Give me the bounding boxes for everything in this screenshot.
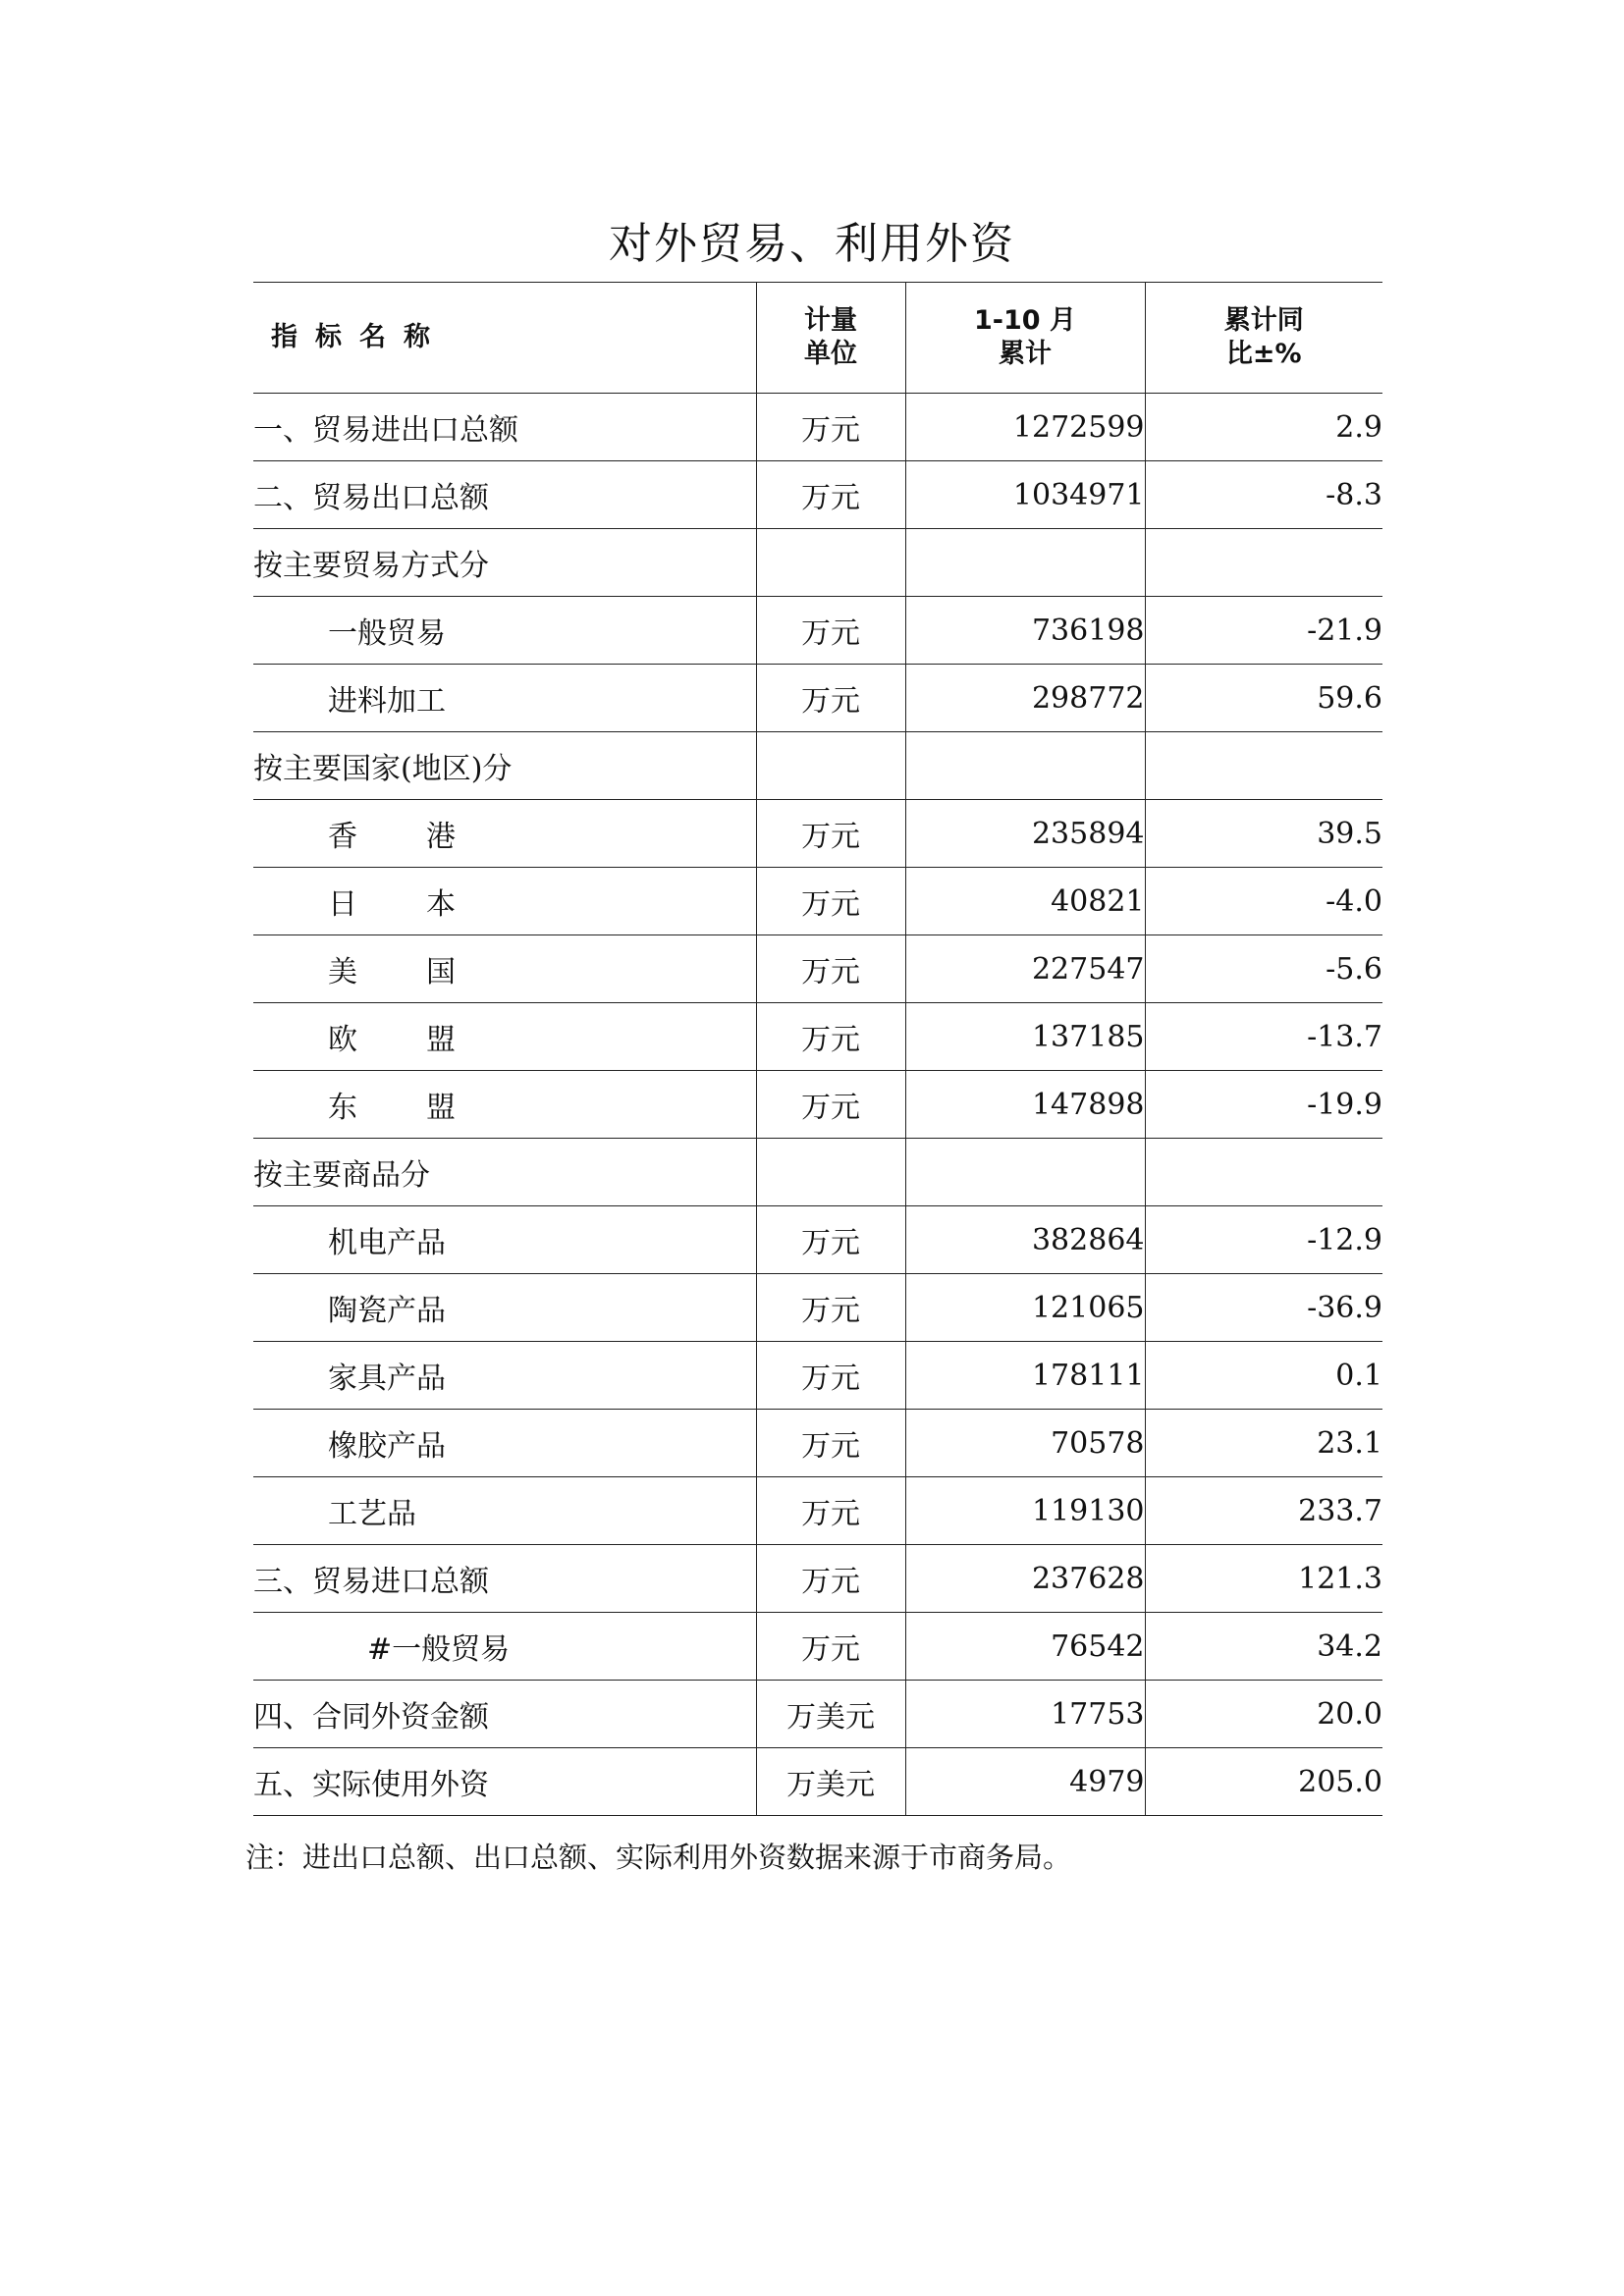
row-change: 233.7 bbox=[1145, 1477, 1382, 1545]
row-unit: 万元 bbox=[756, 461, 905, 529]
row-value: 1034971 bbox=[905, 461, 1145, 529]
row-name-part: 港 bbox=[426, 820, 456, 854]
row-value: 736198 bbox=[905, 597, 1145, 665]
row-name: 橡胶产品 bbox=[253, 1410, 756, 1477]
row-value: 237628 bbox=[905, 1545, 1145, 1613]
row-change: -4.0 bbox=[1145, 868, 1382, 935]
row-value: 137185 bbox=[905, 1003, 1145, 1071]
table-row bbox=[253, 665, 1382, 732]
header-cumulative bbox=[905, 283, 1145, 394]
table-row bbox=[253, 394, 1382, 461]
row-change: 121.3 bbox=[1145, 1545, 1382, 1613]
row-name bbox=[253, 935, 756, 1003]
row-name bbox=[253, 868, 756, 935]
table-row bbox=[253, 529, 1382, 597]
row-value: 17753 bbox=[905, 1681, 1145, 1748]
row-name-part: 盟 bbox=[426, 1023, 456, 1057]
row-change: 39.5 bbox=[1145, 800, 1382, 868]
row-value: 1272599 bbox=[905, 394, 1145, 461]
row-name-part: 本 bbox=[426, 887, 456, 922]
row-value: 121065 bbox=[905, 1274, 1145, 1342]
table-row bbox=[253, 1748, 1382, 1816]
table-row bbox=[253, 1477, 1382, 1545]
row-value: 178111 bbox=[905, 1342, 1145, 1410]
row-change: 59.6 bbox=[1145, 665, 1382, 732]
row-name bbox=[253, 1003, 756, 1071]
row-name-part: 东 bbox=[328, 1091, 357, 1125]
row-name: 进料加工 bbox=[253, 665, 756, 732]
row-change: 23.1 bbox=[1145, 1410, 1382, 1477]
header-indicator-name: 指标名称 bbox=[253, 283, 756, 394]
row-value: 4979 bbox=[905, 1748, 1145, 1816]
header-yoy-line1: 累计同 bbox=[1223, 305, 1304, 336]
row-change: -12.9 bbox=[1145, 1206, 1382, 1274]
footnote: 注：进出口总额、出口总额、实际利用外资数据来源于市商务局。 bbox=[245, 1841, 1072, 1874]
header-unit-line2: 单位 bbox=[804, 339, 857, 369]
row-value bbox=[905, 1139, 1145, 1206]
row-change: -5.6 bbox=[1145, 935, 1382, 1003]
table-row bbox=[253, 732, 1382, 800]
row-unit: 万元 bbox=[756, 1071, 905, 1139]
row-group-name: 按主要贸易方式分 bbox=[253, 529, 756, 597]
table-row bbox=[253, 1206, 1382, 1274]
row-unit: 万元 bbox=[756, 394, 905, 461]
row-name: 二、贸易出口总额 bbox=[253, 461, 756, 529]
row-value: 298772 bbox=[905, 665, 1145, 732]
row-unit: 万美元 bbox=[756, 1681, 905, 1748]
row-change: 34.2 bbox=[1145, 1613, 1382, 1681]
row-name-part: 美 bbox=[328, 955, 357, 989]
header-cumulative-line2: 累计 bbox=[999, 339, 1052, 369]
row-value: 235894 bbox=[905, 800, 1145, 868]
row-change bbox=[1145, 1139, 1382, 1206]
header-unit bbox=[756, 283, 905, 394]
header-unit-line1: 计量 bbox=[804, 305, 857, 336]
row-unit: 万元 bbox=[756, 1206, 905, 1274]
row-unit: 万元 bbox=[756, 1613, 905, 1681]
row-value: 119130 bbox=[905, 1477, 1145, 1545]
table-row bbox=[253, 1139, 1382, 1206]
stats-table bbox=[253, 282, 1382, 1816]
row-name-part: 国 bbox=[426, 955, 456, 989]
row-name: 机电产品 bbox=[253, 1206, 756, 1274]
row-unit: 万元 bbox=[756, 1477, 905, 1545]
table-row bbox=[253, 461, 1382, 529]
table-row bbox=[253, 935, 1382, 1003]
row-unit: 万元 bbox=[756, 1274, 905, 1342]
table-row bbox=[253, 1410, 1382, 1477]
row-value: 147898 bbox=[905, 1071, 1145, 1139]
row-unit: 万元 bbox=[756, 1410, 905, 1477]
row-name-part: 香 bbox=[328, 820, 357, 854]
table-row bbox=[253, 1342, 1382, 1410]
row-change: 205.0 bbox=[1145, 1748, 1382, 1816]
header-cumulative-line1: 1-10 月 bbox=[974, 305, 1076, 336]
row-value: 382864 bbox=[905, 1206, 1145, 1274]
row-name-part: 日 bbox=[328, 887, 357, 922]
row-value: 70578 bbox=[905, 1410, 1145, 1477]
row-change: -19.9 bbox=[1145, 1071, 1382, 1139]
row-value: 76542 bbox=[905, 1613, 1145, 1681]
row-unit bbox=[756, 1139, 905, 1206]
row-change bbox=[1145, 732, 1382, 800]
row-unit: 万元 bbox=[756, 1003, 905, 1071]
table-row bbox=[253, 1613, 1382, 1681]
row-change: 2.9 bbox=[1145, 394, 1382, 461]
row-change: -36.9 bbox=[1145, 1274, 1382, 1342]
row-value: 227547 bbox=[905, 935, 1145, 1003]
table-row bbox=[253, 1003, 1382, 1071]
table-row bbox=[253, 800, 1382, 868]
row-group-name: 按主要商品分 bbox=[253, 1139, 756, 1206]
header-yoy-line2: 比±% bbox=[1225, 339, 1302, 369]
row-name: #一般贸易 bbox=[253, 1613, 756, 1681]
row-change: -8.3 bbox=[1145, 461, 1382, 529]
row-unit: 万元 bbox=[756, 1545, 905, 1613]
row-change: 20.0 bbox=[1145, 1681, 1382, 1748]
table-header-row bbox=[253, 283, 1382, 394]
page-title: 对外贸易、利用外资 bbox=[609, 219, 1015, 269]
row-name: 一般贸易 bbox=[253, 597, 756, 665]
table-row bbox=[253, 597, 1382, 665]
row-name: 五、实际使用外资 bbox=[253, 1748, 756, 1816]
row-name: 一、贸易进出口总额 bbox=[253, 394, 756, 461]
table-row bbox=[253, 1274, 1382, 1342]
table-row bbox=[253, 1545, 1382, 1613]
row-unit: 万元 bbox=[756, 1342, 905, 1410]
row-name: 陶瓷产品 bbox=[253, 1274, 756, 1342]
table-row bbox=[253, 1681, 1382, 1748]
row-unit: 万元 bbox=[756, 868, 905, 935]
row-unit: 万元 bbox=[756, 597, 905, 665]
row-group-name: 按主要国家(地区)分 bbox=[253, 732, 756, 800]
row-unit bbox=[756, 529, 905, 597]
row-change bbox=[1145, 529, 1382, 597]
row-name-part: 盟 bbox=[426, 1091, 456, 1125]
row-unit: 万元 bbox=[756, 665, 905, 732]
row-change: 0.1 bbox=[1145, 1342, 1382, 1410]
row-unit bbox=[756, 732, 905, 800]
row-value bbox=[905, 732, 1145, 800]
row-change: -13.7 bbox=[1145, 1003, 1382, 1071]
row-name: 家具产品 bbox=[253, 1342, 756, 1410]
row-name: 四、合同外资金额 bbox=[253, 1681, 756, 1748]
row-name: 三、贸易进口总额 bbox=[253, 1545, 756, 1613]
row-name: 工艺品 bbox=[253, 1477, 756, 1545]
row-change: -21.9 bbox=[1145, 597, 1382, 665]
row-name bbox=[253, 1071, 756, 1139]
table-row bbox=[253, 868, 1382, 935]
row-name-part: 欧 bbox=[328, 1023, 357, 1057]
row-unit: 万元 bbox=[756, 800, 905, 868]
header-yoy-change bbox=[1145, 283, 1382, 394]
table-row bbox=[253, 1071, 1382, 1139]
row-unit: 万美元 bbox=[756, 1748, 905, 1816]
row-value bbox=[905, 529, 1145, 597]
row-name bbox=[253, 800, 756, 868]
row-unit: 万元 bbox=[756, 935, 905, 1003]
row-value: 40821 bbox=[905, 868, 1145, 935]
